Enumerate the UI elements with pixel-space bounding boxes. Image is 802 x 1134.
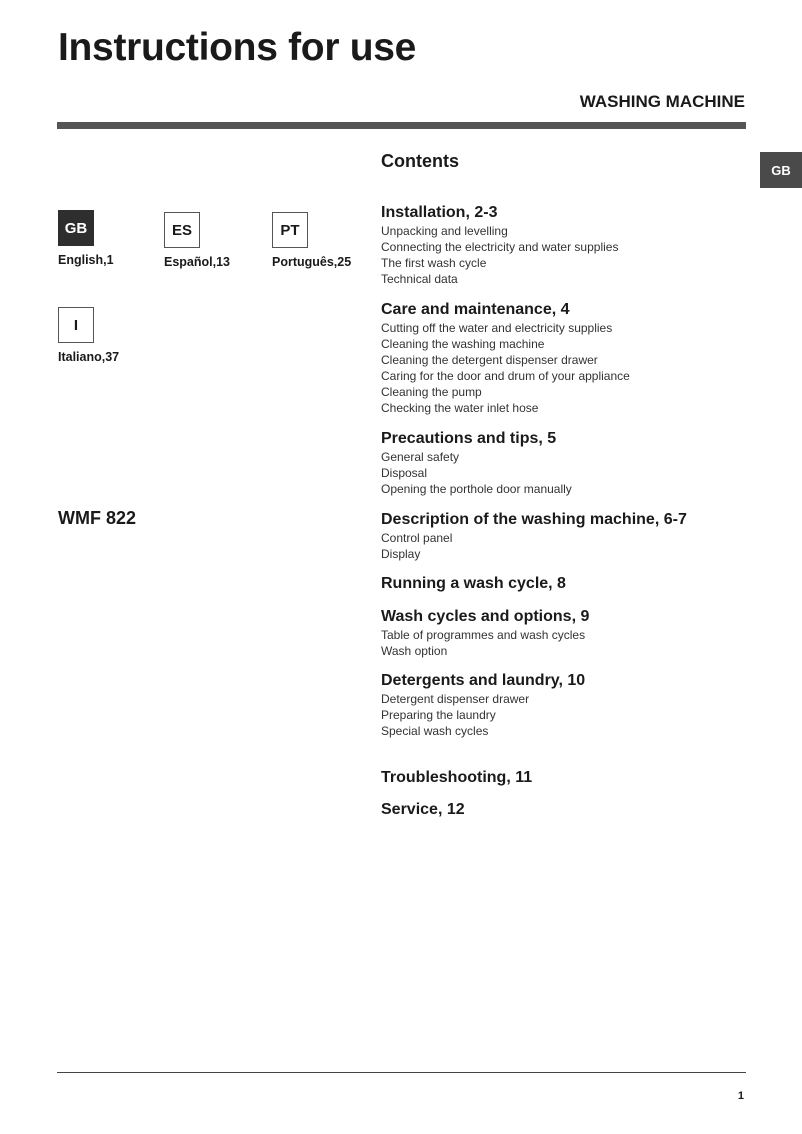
section-heading[interactable]: Care and maintenance, 4 [381, 301, 570, 318]
section-item: Special wash cycles [381, 724, 489, 738]
section-heading[interactable]: Precautions and tips, 5 [381, 430, 557, 447]
contents-section-troubleshooting [381, 768, 751, 788]
section-heading[interactable]: Service, 12 [381, 801, 465, 818]
language-code-gb: GB [58, 210, 94, 246]
contents-section-description [381, 510, 751, 562]
section-item: Opening the porthole door manually [381, 482, 572, 496]
section-item: General safety [381, 450, 460, 464]
section-heading[interactable]: Running a wash cycle, 8 [381, 575, 566, 592]
section-item: Preparing the laundry [381, 708, 496, 722]
section-item: Cleaning the detergent dispenser drawer [381, 353, 598, 367]
contents-section-care [381, 300, 751, 416]
contents-section-detergents [381, 671, 751, 739]
section-item: Cutting off the water and electricity supplies [381, 321, 613, 335]
section-heading[interactable]: Wash cycles and options, 9 [381, 608, 590, 625]
section-item: Disposal [381, 466, 428, 480]
section-item: Caring for the door and drum of your appliance [381, 369, 630, 383]
document-title: Instructions for use [58, 26, 417, 69]
section-item: Unpacking and levelling [381, 224, 508, 238]
document-subtitle: WASHING MACHINE [579, 92, 745, 111]
language-label-pt: Português,25 [272, 255, 352, 269]
contents-title: Contents [381, 151, 459, 171]
section-item: Cleaning the pump [381, 385, 482, 399]
contents-section-wash-cycles [381, 607, 751, 659]
language-code-pt: PT [272, 212, 308, 248]
language-label-es: Español,13 [164, 255, 230, 269]
section-heading[interactable]: Description of the washing machine, 6-7 [381, 511, 687, 528]
contents-section-service [381, 800, 751, 820]
section-item: Detergent dispenser drawer [381, 692, 530, 706]
section-item: Display [381, 547, 421, 561]
section-heading[interactable]: Installation, 2-3 [381, 204, 498, 221]
language-es[interactable] [164, 212, 274, 269]
section-item: Connecting the electricity and water supplies [381, 240, 619, 254]
section-item: Control panel [381, 531, 453, 545]
language-label-it: Italiano,37 [58, 350, 120, 364]
language-label-gb: English,1 [58, 253, 114, 267]
section-item: Table of programmes and wash cycles [381, 628, 586, 642]
model-name: WMF 822 [58, 508, 137, 528]
contents-section-installation [381, 203, 751, 287]
language-side-tab: GB [760, 152, 802, 188]
section-item: Cleaning the washing machine [381, 337, 545, 351]
language-it[interactable] [58, 307, 168, 364]
section-item: Wash option [381, 644, 448, 658]
section-item: Checking the water inlet hose [381, 401, 539, 415]
page-number: 1 [737, 1090, 744, 1102]
contents-section-running [381, 574, 751, 594]
footer-rule [57, 1072, 746, 1073]
section-heading[interactable]: Troubleshooting, 11 [381, 769, 533, 786]
header-rule [57, 122, 746, 129]
language-code-it: I [58, 307, 94, 343]
section-item: Technical data [381, 272, 458, 286]
contents-section-precautions [381, 429, 751, 497]
section-heading[interactable]: Detergents and laundry, 10 [381, 672, 586, 689]
section-item: The first wash cycle [381, 256, 487, 270]
language-pt[interactable] [272, 212, 382, 269]
language-code-es: ES [164, 212, 200, 248]
language-gb[interactable] [58, 210, 168, 267]
